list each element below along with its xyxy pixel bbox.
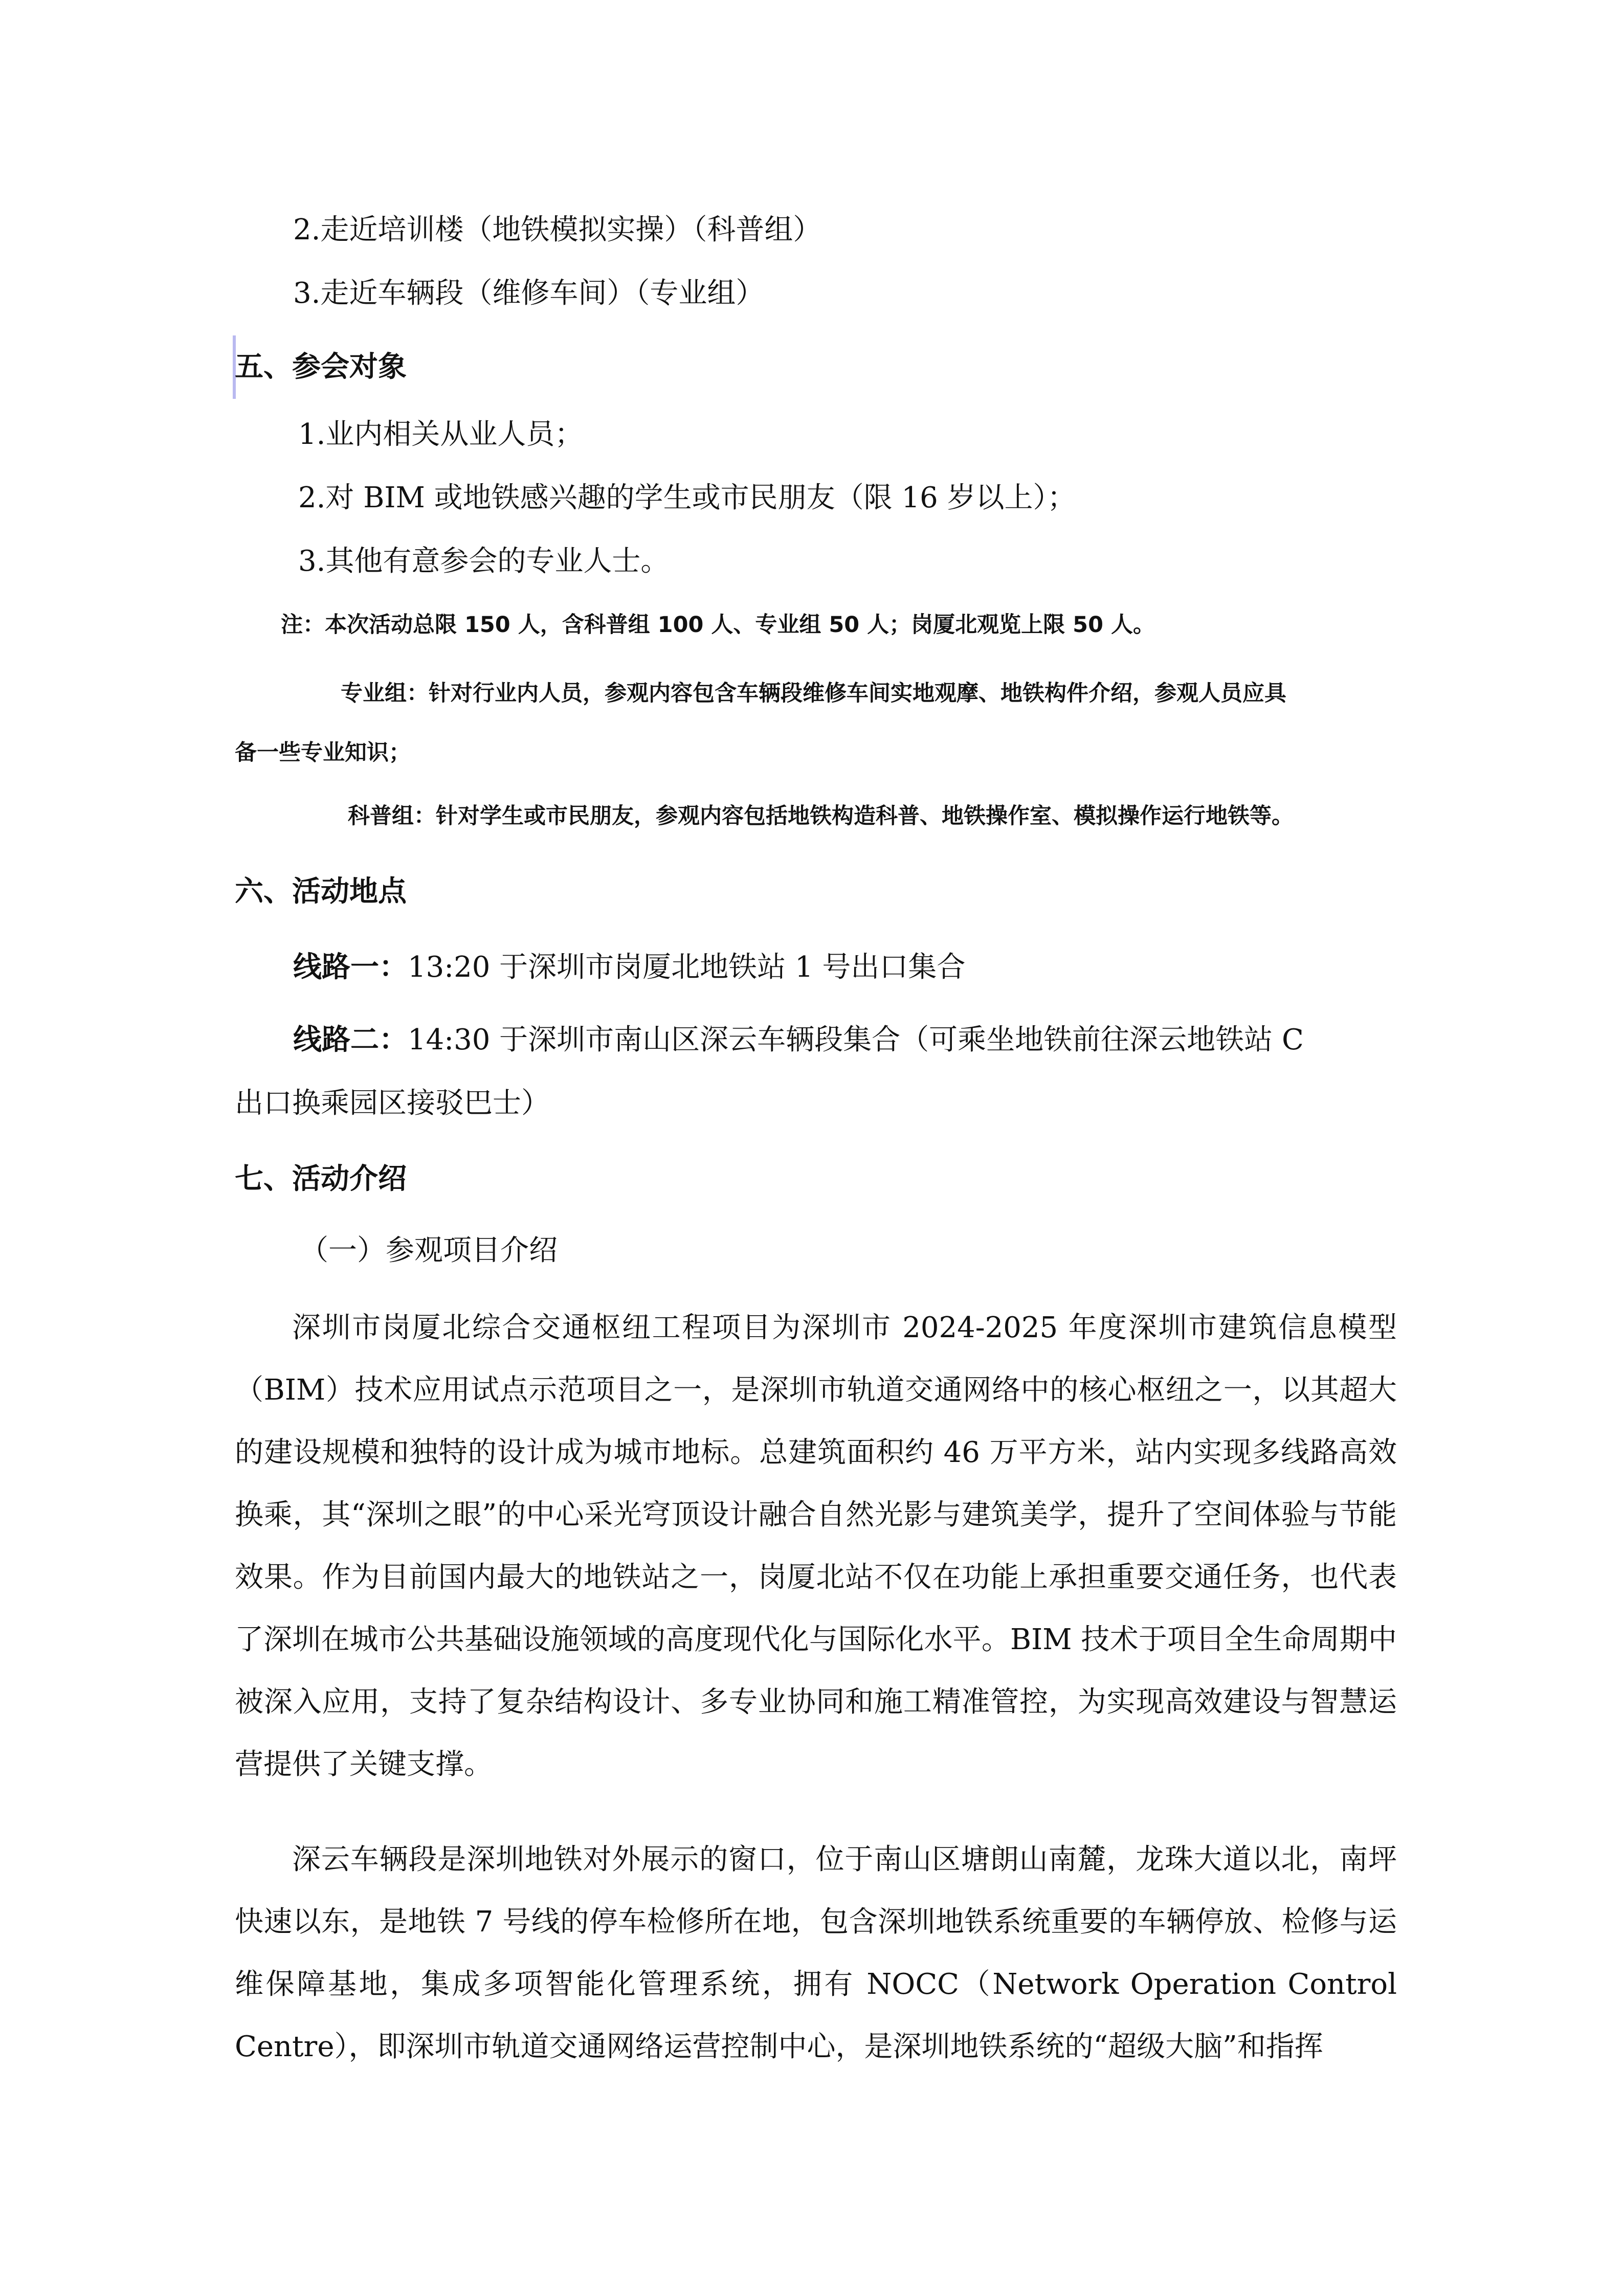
section-heading-location: 六、活动地点 [235,875,407,908]
route-one-label: 线路一： [293,951,408,984]
capacity-note: 注：本次活动总限 150 人，含科普组 100 人、专业组 50 人；岗厦北观览上限 50 人。 [281,612,1155,638]
route-two-text: 14:30 于深圳市南山区深云车辆段集合（可乘坐地铁前往深云地铁站 C [408,1023,1304,1056]
list-item: 3.其他有意参会的专业人士。 [298,545,670,578]
list-item: 2.对 BIM 或地铁感兴趣的学生或市民朋友（限 16 岁以上）； [298,481,1076,514]
list-item: 3.走近车辆段（维修车间）（专业组） [293,277,765,310]
section-heading-participants: 五、参会对象 [235,350,407,384]
route-two [293,1022,1304,1059]
list-item: 1.业内相关从业人员； [298,418,584,451]
route-one-text: 13:20 于深圳市岗厦北地铁站 1 号出口集合 [408,951,966,984]
project-intro-paragraph: 深圳市岗厦北综合交通枢纽工程项目为深圳市 2024-2025 年度深圳市建筑信息模型（BIM）技术应用试点示范项目之一，是深圳市轨道交通网络中的核心枢纽之一，以其超大的建设规模和独特的设计成为城市地标。总建筑面积约 46 万平方米，站内实现多线路高效换乘，其“深圳之眼”的中心采光穹顶设计融合自然光影与建筑美学，提升了空间体验与节能效果。作为目前国内最大的地铁站之一，岗厦北站不仅在功能上承担重要交通任务，也代表了深圳在城市公共基础设施领域的高度现代化与国际化水平。BIM 技术于项目全生命周期中被深入应用，支持了复杂结构设计、多专业协同和施工精准管控，为实现高效建设与智慧运营提供了关键支撑。 [235,1311,1397,1781]
route-two-label: 线路二： [293,1023,408,1056]
depot-intro-paragraph: 深云车辆段是深圳地铁对外展示的窗口，位于南山区塘朗山南麓，龙珠大道以北，南坪快速以东，是地铁 7 号线的停车检修所在地，包含深圳地铁系统重要的车辆停放、检修与运维保障基地，集成多项智能化管理系统，拥有 NOCC（Network Operation Control Centre），即深圳市轨道交通网络运营控制中心，是深圳地铁系统的“超级大脑”和指挥 [235,1843,1397,2063]
route-one [293,949,965,986]
subsection-heading: （一）参观项目介绍 [300,1234,558,1267]
sci-group-description: 科普组：针对学生或市民朋友，参观内容包括地铁构造科普、地铁操作室、模拟操作运行地铁等。 [348,803,1294,829]
list-item: 2.走近培训楼（地铁模拟实操）（科普组） [293,213,822,246]
route-two-cont: 出口换乘园区接驳巴士） [235,1087,550,1120]
section-heading-intro: 七、活动介绍 [235,1162,407,1196]
pro-group-description: 专业组：针对行业内人员，参观内容包含车辆段维修车间实地观摩、地铁构件介绍，参观人员应具 [341,681,1286,706]
pro-group-description-cont: 备一些专业知识； [235,740,411,766]
